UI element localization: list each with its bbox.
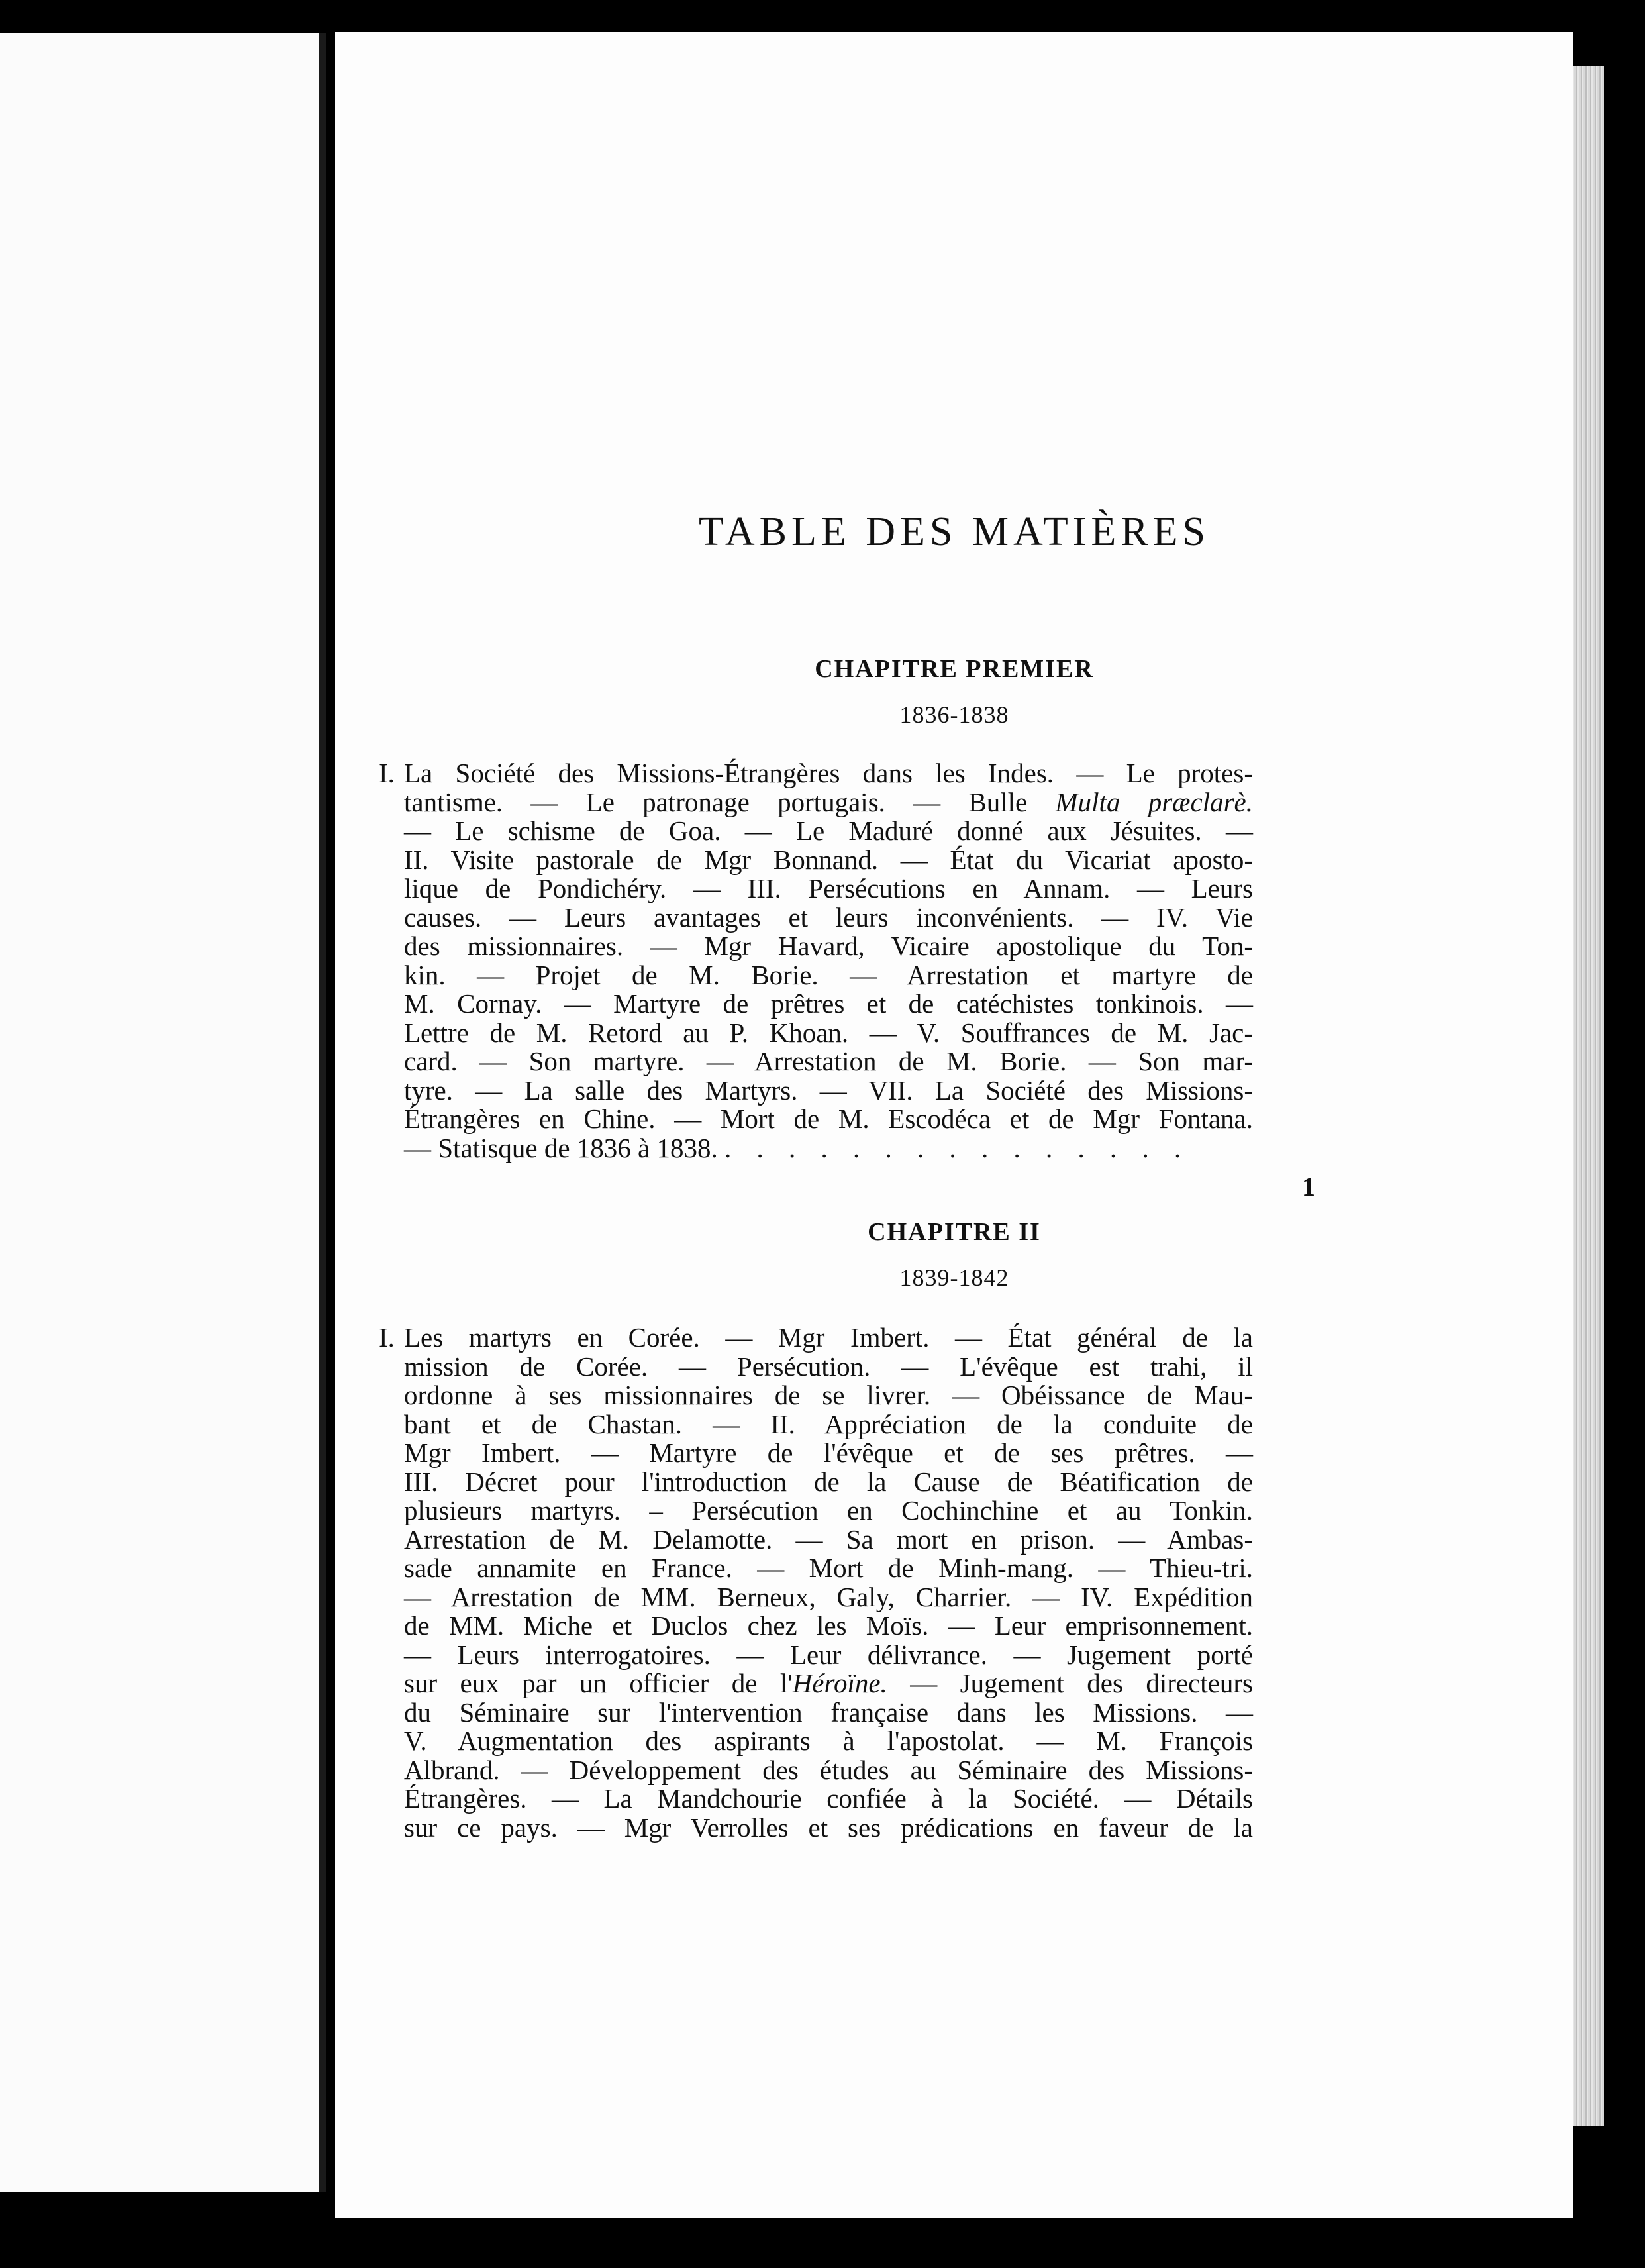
chapter-summary bbox=[379, 758, 1254, 1163]
left-facing-page bbox=[0, 33, 326, 2192]
summary-line: tantisme. — Le patronage portugais. — Bulle Multa præclarè. bbox=[404, 786, 1254, 817]
book-page bbox=[335, 32, 1573, 2218]
chapter-years: 1839-1842 bbox=[899, 1264, 1009, 1291]
summary-line: bant et de Chastan. — II. Appréciation de la conduite de bbox=[404, 1408, 1253, 1439]
summary-line: M. Cornay. — Martyre de prêtres et de catéchistes tonkinois. — bbox=[404, 988, 1253, 1019]
chapter-heading: CHAPITRE PREMIER bbox=[815, 655, 1094, 683]
summary-line: Arrestation de M. Delamotte. — Sa mort en prison. — Ambas- bbox=[404, 1523, 1253, 1555]
summary-line: lique de Pondichéry. — III. Persécutions en Annam. — Leurs bbox=[404, 873, 1253, 903]
bull-title: Multa præclarè. bbox=[1055, 786, 1254, 817]
summary-line: ordonne à ses missionnaires de se livrer. — Obéissance de Mau- bbox=[404, 1380, 1253, 1410]
summary-line: — Arrestation de MM. Berneux, Galy, Charrier. — IV. Expédition bbox=[404, 1581, 1253, 1612]
ship-name: Héroïne. bbox=[792, 1668, 887, 1698]
page-title: TABLE DES MATIÈRES bbox=[698, 509, 1211, 554]
summary-line: sur ce pays. — Mgr Verrolles et ses prédications en faveur de la bbox=[404, 1812, 1253, 1843]
summary-line: card. — Son martyre. — Arrestation de M. Borie. — Son mar- bbox=[404, 1046, 1253, 1076]
summary-line: I. La Société des Missions-Étrangères dans les Indes. — Le protes- bbox=[379, 758, 1253, 788]
summary-line: II. Visite pastorale de Mgr Bonnand. — État du Vicariat aposto- bbox=[404, 844, 1253, 875]
summary-line: Mgr Imbert. — Martyre de l'évêque et de ses prêtres. — bbox=[404, 1437, 1253, 1468]
summary-line: Étrangères. — La Mandchourie confiée à la Société. — Détails bbox=[404, 1783, 1253, 1814]
page-number-ref: 1 bbox=[1302, 1172, 1315, 1202]
section-number: I. bbox=[379, 1322, 395, 1353]
stacked-page-edges bbox=[1570, 66, 1604, 2126]
chapter-summary bbox=[379, 1322, 1253, 1843]
section-number: I. bbox=[379, 758, 395, 788]
summary-line: Lettre de M. Retord au P. Khoan. — V. Souffrances de M. Jac- bbox=[404, 1017, 1253, 1048]
summary-line: kin. — Projet de M. Borie. — Arrestation et martyre de bbox=[404, 959, 1253, 990]
summary-line: plusieurs martyrs. – Persécution en Cochinchine et au Tonkin. bbox=[404, 1495, 1253, 1525]
chapter-heading: CHAPITRE II bbox=[868, 1218, 1041, 1246]
summary-line: Étrangères en Chine. — Mort de M. Escodéca et de Mgr Fontana. bbox=[404, 1104, 1253, 1134]
summary-line: sade annamite en France. — Mort de Minh-mang. — Thieu-tri. bbox=[404, 1553, 1253, 1583]
summary-line: I. Les martyrs en Corée. — Mgr Imbert. — État général de la bbox=[379, 1322, 1253, 1353]
summary-line: — Leurs interrogatoires. — Leur délivrance. — Jugement porté bbox=[404, 1639, 1253, 1670]
summary-line: causes. — Leurs avantages et leurs inconvénients. — IV. Vie bbox=[404, 902, 1253, 933]
summary-line: du Séminaire sur l'intervention française dans les Missions. — bbox=[404, 1696, 1253, 1727]
summary-line: Albrand. — Développement des études au Séminaire des Missions- bbox=[404, 1754, 1253, 1785]
summary-line: des missionnaires. — Mgr Havard, Vicaire apostolique du Ton- bbox=[404, 931, 1253, 961]
summary-line: mission de Corée. — Persécution. — L'évêque est trahi, il bbox=[404, 1351, 1253, 1382]
summary-line: de MM. Miche et Duclos chez les Moïs. — Leur emprisonnement. bbox=[404, 1610, 1253, 1641]
summary-line: V. Augmentation des aspirants à l'apostolat. — M. François bbox=[404, 1726, 1253, 1756]
summary-line: III. Décret pour l'introduction de la Cause de Béatification de bbox=[404, 1466, 1253, 1497]
summary-line: tyre. — La salle des Martyrs. — VII. La Société des Missions- bbox=[404, 1074, 1253, 1106]
summary-line: — Statisque de 1836 à 1838. . . . . . . . . . . . . . . . bbox=[404, 1132, 1191, 1163]
chapter-years: 1836-1838 bbox=[899, 701, 1009, 728]
summary-line: sur eux par un officier de l'Héroïne. — Jugement des directeurs bbox=[404, 1668, 1253, 1698]
dot-leader: . . . . . . . . . . . . . . . bbox=[724, 1132, 1191, 1163]
summary-line: — Le schisme de Goa. — Le Maduré donné aux Jésuites. — bbox=[404, 815, 1253, 846]
